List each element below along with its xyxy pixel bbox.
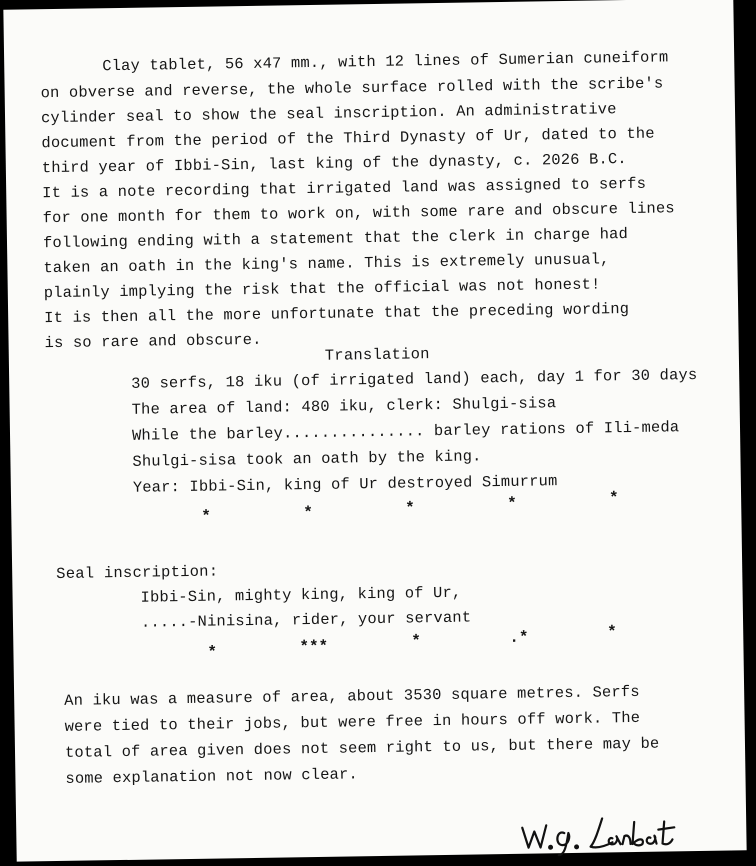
description-line-4: document from the period of the Third Dynasty of Ur, dated to the — [41, 124, 655, 153]
description-line-1: Clay tablet, 56 x47 mm., with 12 lines of Sumerian cuneiform — [102, 48, 669, 76]
description-line-5: third year of Ibbi-Sin, last king of the dynasty, c. 2026 B.C. — [41, 150, 627, 178]
seal-line-1: Ibbi-Sin, mighty king, king of Ur, — [140, 583, 462, 607]
description-line-7: for one month for them to work on, with some rare and obscure lines — [42, 199, 675, 228]
description-line-9: taken an oath in the king's name. This is extremely unusual, — [43, 250, 610, 278]
separator-star: * — [405, 499, 415, 518]
note-line-2: were tied to their jobs, but were free in hours off work. The — [64, 708, 641, 736]
translation-line-2: The area of land: 480 iku, clerk: Shulgi-sisa — [131, 394, 557, 419]
note-line-4: some explanation not now clear. — [65, 765, 359, 788]
translation-heading: Translation — [324, 345, 430, 365]
separator-star: * — [608, 489, 619, 508]
translation-line-4: Shulgi-sisa took an oath by the king. — [132, 447, 482, 471]
handwritten-signature — [516, 807, 687, 858]
separator-star: * — [411, 632, 422, 651]
description-line-2: on obverse and reverse, the whole surface rolled with the scribe's — [40, 74, 664, 103]
translation-line-5: Year: Ibbi-Sin, king of Ur destroyed Simurrum — [132, 472, 558, 497]
translation-line-1: 30 serfs, 18 iku (of irrigated land) each, day 1 for 30 days — [131, 365, 698, 393]
seal-line-2: .....-Ninisina, rider, your servant — [140, 608, 472, 632]
description-line-11: It is then all the more unfortunate that the preceding wording — [44, 299, 630, 328]
description-line-8: following ending with a statement that the clerk in charge had — [42, 225, 629, 253]
translation-line-3: While the barley............... barley rations of Ili-meda — [131, 418, 680, 445]
seal-heading: Seal inscription: — [56, 562, 219, 584]
description-line-6: It is a note recording that irrigated land was assigned to serfs — [42, 174, 647, 203]
separator-star: * — [507, 494, 517, 513]
separator-star: *** — [299, 637, 329, 657]
note-line-1: An iku was a measure of area, about 3530 square metres. Serfs — [64, 682, 640, 710]
description-line-10: plainly implying the risk that the official was not honest! — [43, 275, 601, 303]
separator-star: * — [303, 503, 314, 523]
separator-star: * — [207, 643, 218, 662]
typewritten-text — [3, 0, 746, 862]
description-line-12: is so rare and obscure. — [44, 330, 262, 353]
separator-star: * — [201, 507, 212, 526]
separator-star: * — [607, 623, 617, 642]
document-page — [3, 0, 746, 862]
description-line-3: cylinder seal to show the seal inscription. An administrative — [40, 100, 617, 128]
separator-star: .* — [509, 628, 529, 647]
note-line-3: total of area given does not seem right to us, but there may be — [64, 734, 660, 762]
